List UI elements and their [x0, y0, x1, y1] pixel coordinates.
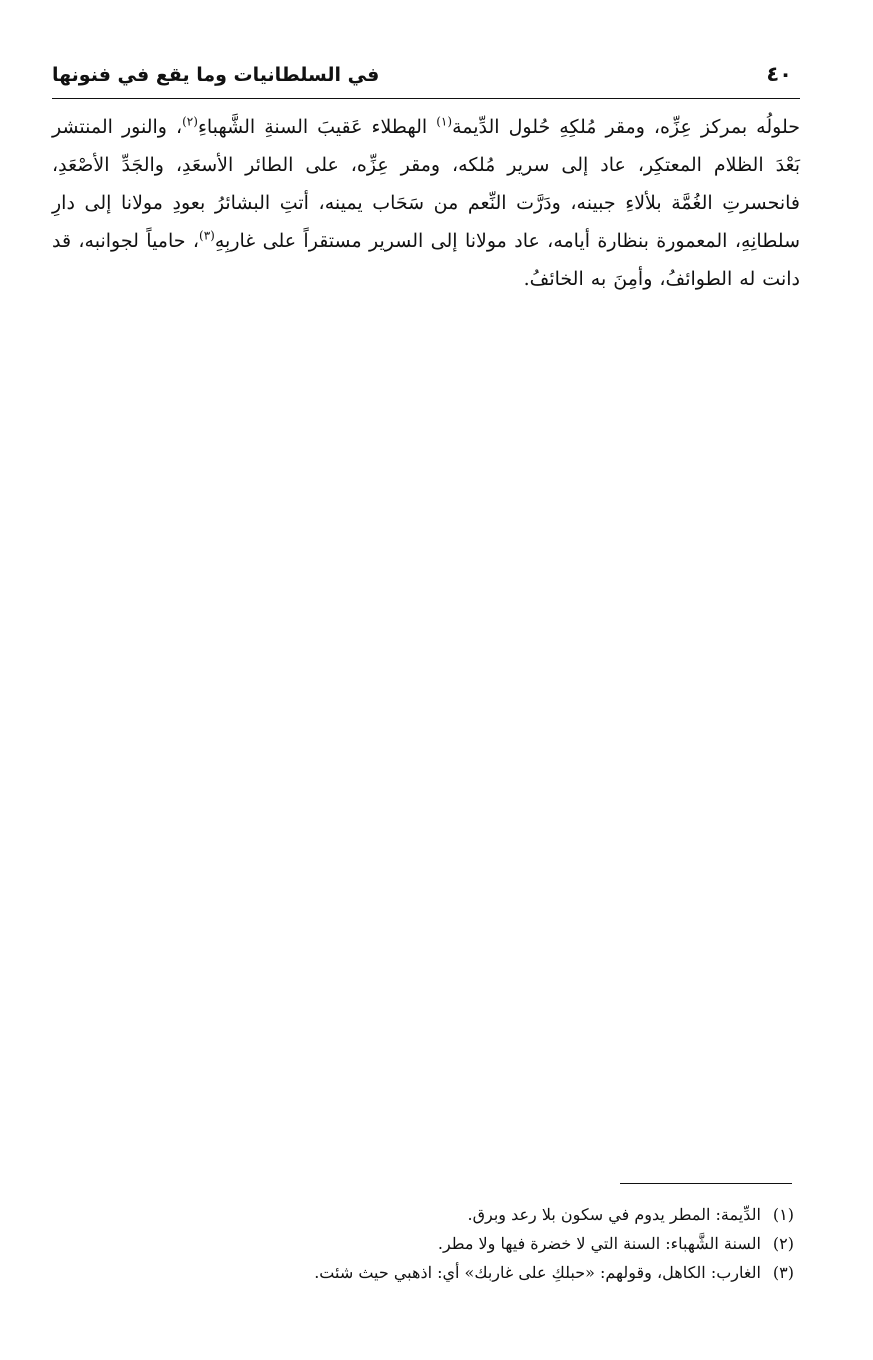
- footnote-number: (١): [772, 1205, 794, 1224]
- text-segment: حلولُه بمركز عِزِّه، ومقر مُلكِهِ حُلول الدِّيمة: [452, 116, 800, 138]
- footnote-text: الغارب: الكاهل، وقولهم: «حبلكِ على غاربك» أي: اذهبي حيث شئت.: [314, 1263, 761, 1282]
- footnote-number: (٣): [772, 1263, 794, 1282]
- text-segment: ، حامياً لجوانبه، قد دانت له الطوائفُ، وأمِنَ به الخائفُ.: [52, 230, 800, 290]
- footnote-ref-3: (٣): [199, 228, 215, 243]
- page-number: ٤٠: [766, 62, 792, 86]
- footnote-text: الدِّيمة: المطر يدوم في سكون بلا رعد وبرق.: [467, 1205, 761, 1224]
- footnote-3: [52, 1258, 794, 1287]
- page-header: [52, 58, 800, 99]
- footnote-number: (٢): [772, 1234, 794, 1253]
- footnote-text: السنة الشَّهباء: السنة التي لا خضرة فيها ولا مطر.: [437, 1234, 761, 1253]
- footnotes: [52, 1200, 794, 1287]
- footnote-ref-2: (٢): [182, 114, 198, 129]
- footnote-separator: [620, 1183, 792, 1184]
- text-segment: ، والنور المنتشر بَعْدَ الظلام المعتكِر، عاد إلى سرير مُلكه، ومقر عِزِّه، على الطائر الأسعَدِ، والجَدِّ الأصْعَدِ، فانحسرتِ الغُمَّة بلألاءِ جبينه، ودَرَّت النِّعم من سَحَاب يمينه، أتتِ البشائرُ بعودِ مولانا إلى دارِ سلطانِهِ، المعمورة بنظارة أيامه، عاد مولانا إلى السرير مستقراً على غاربِهِ: [52, 116, 801, 252]
- footnote-2: [52, 1229, 794, 1258]
- running-title: في السلطانيات وما يقع في فنونها: [52, 64, 380, 86]
- text-segment: الهطلاء عَقيبَ السنةِ الشَّهباءِ: [197, 116, 437, 138]
- main-text: [52, 108, 800, 298]
- footnote-1: [52, 1200, 794, 1229]
- footnote-ref-1: (١): [436, 114, 453, 129]
